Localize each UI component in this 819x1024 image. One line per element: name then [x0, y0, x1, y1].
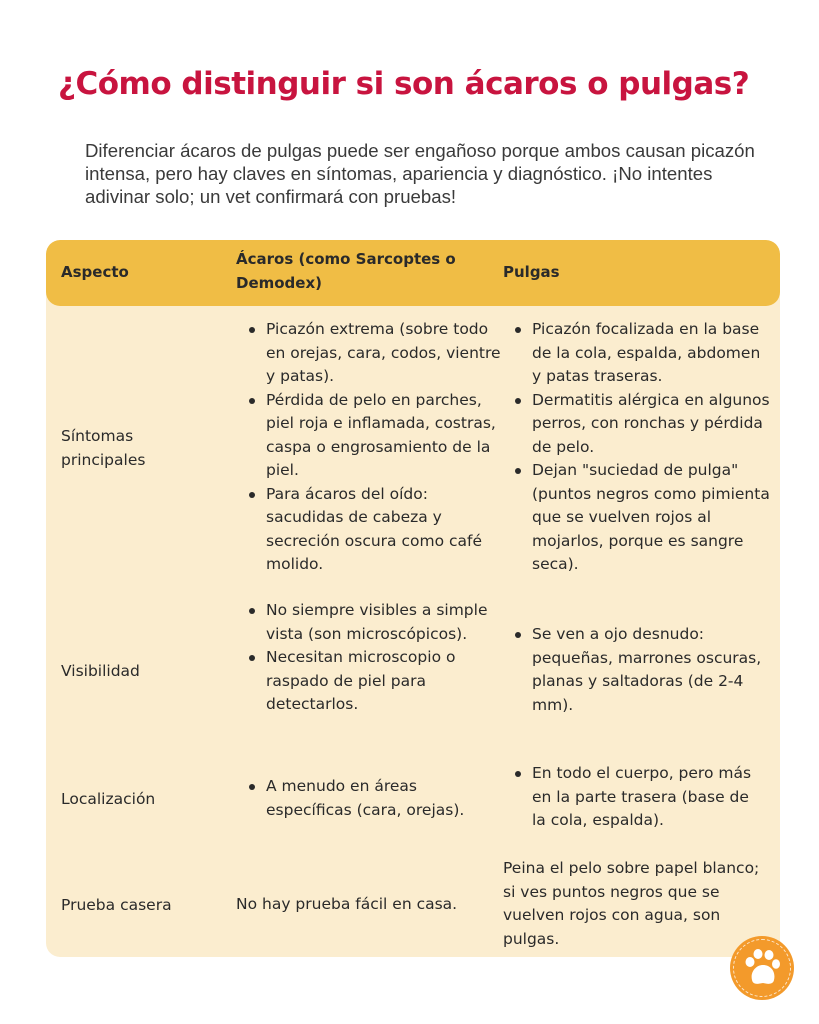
- page-title: ¿Cómo distinguir si son ácaros o pulgas?: [58, 66, 750, 102]
- paw-icon: [744, 948, 780, 988]
- pulgas-localizacion: [512, 762, 762, 833]
- list-item: Picazón focalizada en la base de la cola, espalda, abdomen y patas traseras.: [512, 318, 774, 389]
- list-item: Pérdida de pelo en parches, piel roja e inflamada, costras, caspa o engrosamiento de la piel.: [246, 389, 506, 483]
- paw-badge: [730, 936, 794, 1000]
- list-item: Para ácaros del oído: sacudidas de cabeza y secreción oscura como café molido.: [246, 483, 506, 577]
- list-item: No siempre visibles a simple vista (son microscópicos).: [246, 599, 496, 646]
- pulgas-prueba: Peina el pelo sobre papel blanco; si ves puntos negros que se vuelven rojos con agua, son pulgas.: [503, 859, 760, 948]
- acaros-visibilidad: [246, 599, 496, 717]
- list-item: Necesitan microscopio o raspado de piel para detectarlos.: [246, 646, 496, 717]
- intro-paragraph: Diferenciar ácaros de pulgas puede ser engañoso porque ambos causan picazón intensa, pero hay claves en síntomas, apariencia y diagnóstico. ¡No intentes adivinar solo; un vet confirmará con pruebas!: [85, 140, 755, 207]
- header-pulgas: Pulgas: [503, 263, 560, 281]
- row-aspect-prueba: Prueba casera: [61, 896, 172, 914]
- acaros-sintomas: [246, 318, 506, 577]
- header-acaros: Ácaros (como Sarcoptes o Demodex): [236, 250, 456, 292]
- header-aspecto: Aspecto: [61, 263, 129, 281]
- acaros-prueba: No hay prueba fácil en casa.: [236, 895, 458, 913]
- list-item: Se ven a ojo desnudo: pequeñas, marrones oscuras, planas y saltadoras (de 2-4 mm).: [512, 623, 762, 717]
- pulgas-visibilidad: [512, 623, 762, 717]
- list-item: Dermatitis alérgica en algunos perros, con ronchas y pérdida de pelo.: [512, 389, 774, 460]
- table-header: [46, 240, 780, 306]
- list-item: En todo el cuerpo, pero más en la parte trasera (base de la cola, espalda).: [512, 762, 762, 833]
- row-aspect-localizacion: Localización: [61, 790, 156, 808]
- comparison-table: [46, 240, 780, 957]
- pulgas-sintomas: [512, 318, 774, 577]
- row-aspect-sintomas: Síntomas principales: [61, 427, 146, 469]
- acaros-localizacion: [246, 775, 506, 822]
- list-item: A menudo en áreas específicas (cara, orejas).: [246, 775, 506, 822]
- list-item: Picazón extrema (sobre todo en orejas, cara, codos, vientre y patas).: [246, 318, 506, 389]
- list-item: Dejan "suciedad de pulga" (puntos negros como pimienta que se vuelven rojos al mojarlos, porque es sangre seca).: [512, 459, 774, 577]
- row-aspect-visibilidad: Visibilidad: [61, 662, 140, 680]
